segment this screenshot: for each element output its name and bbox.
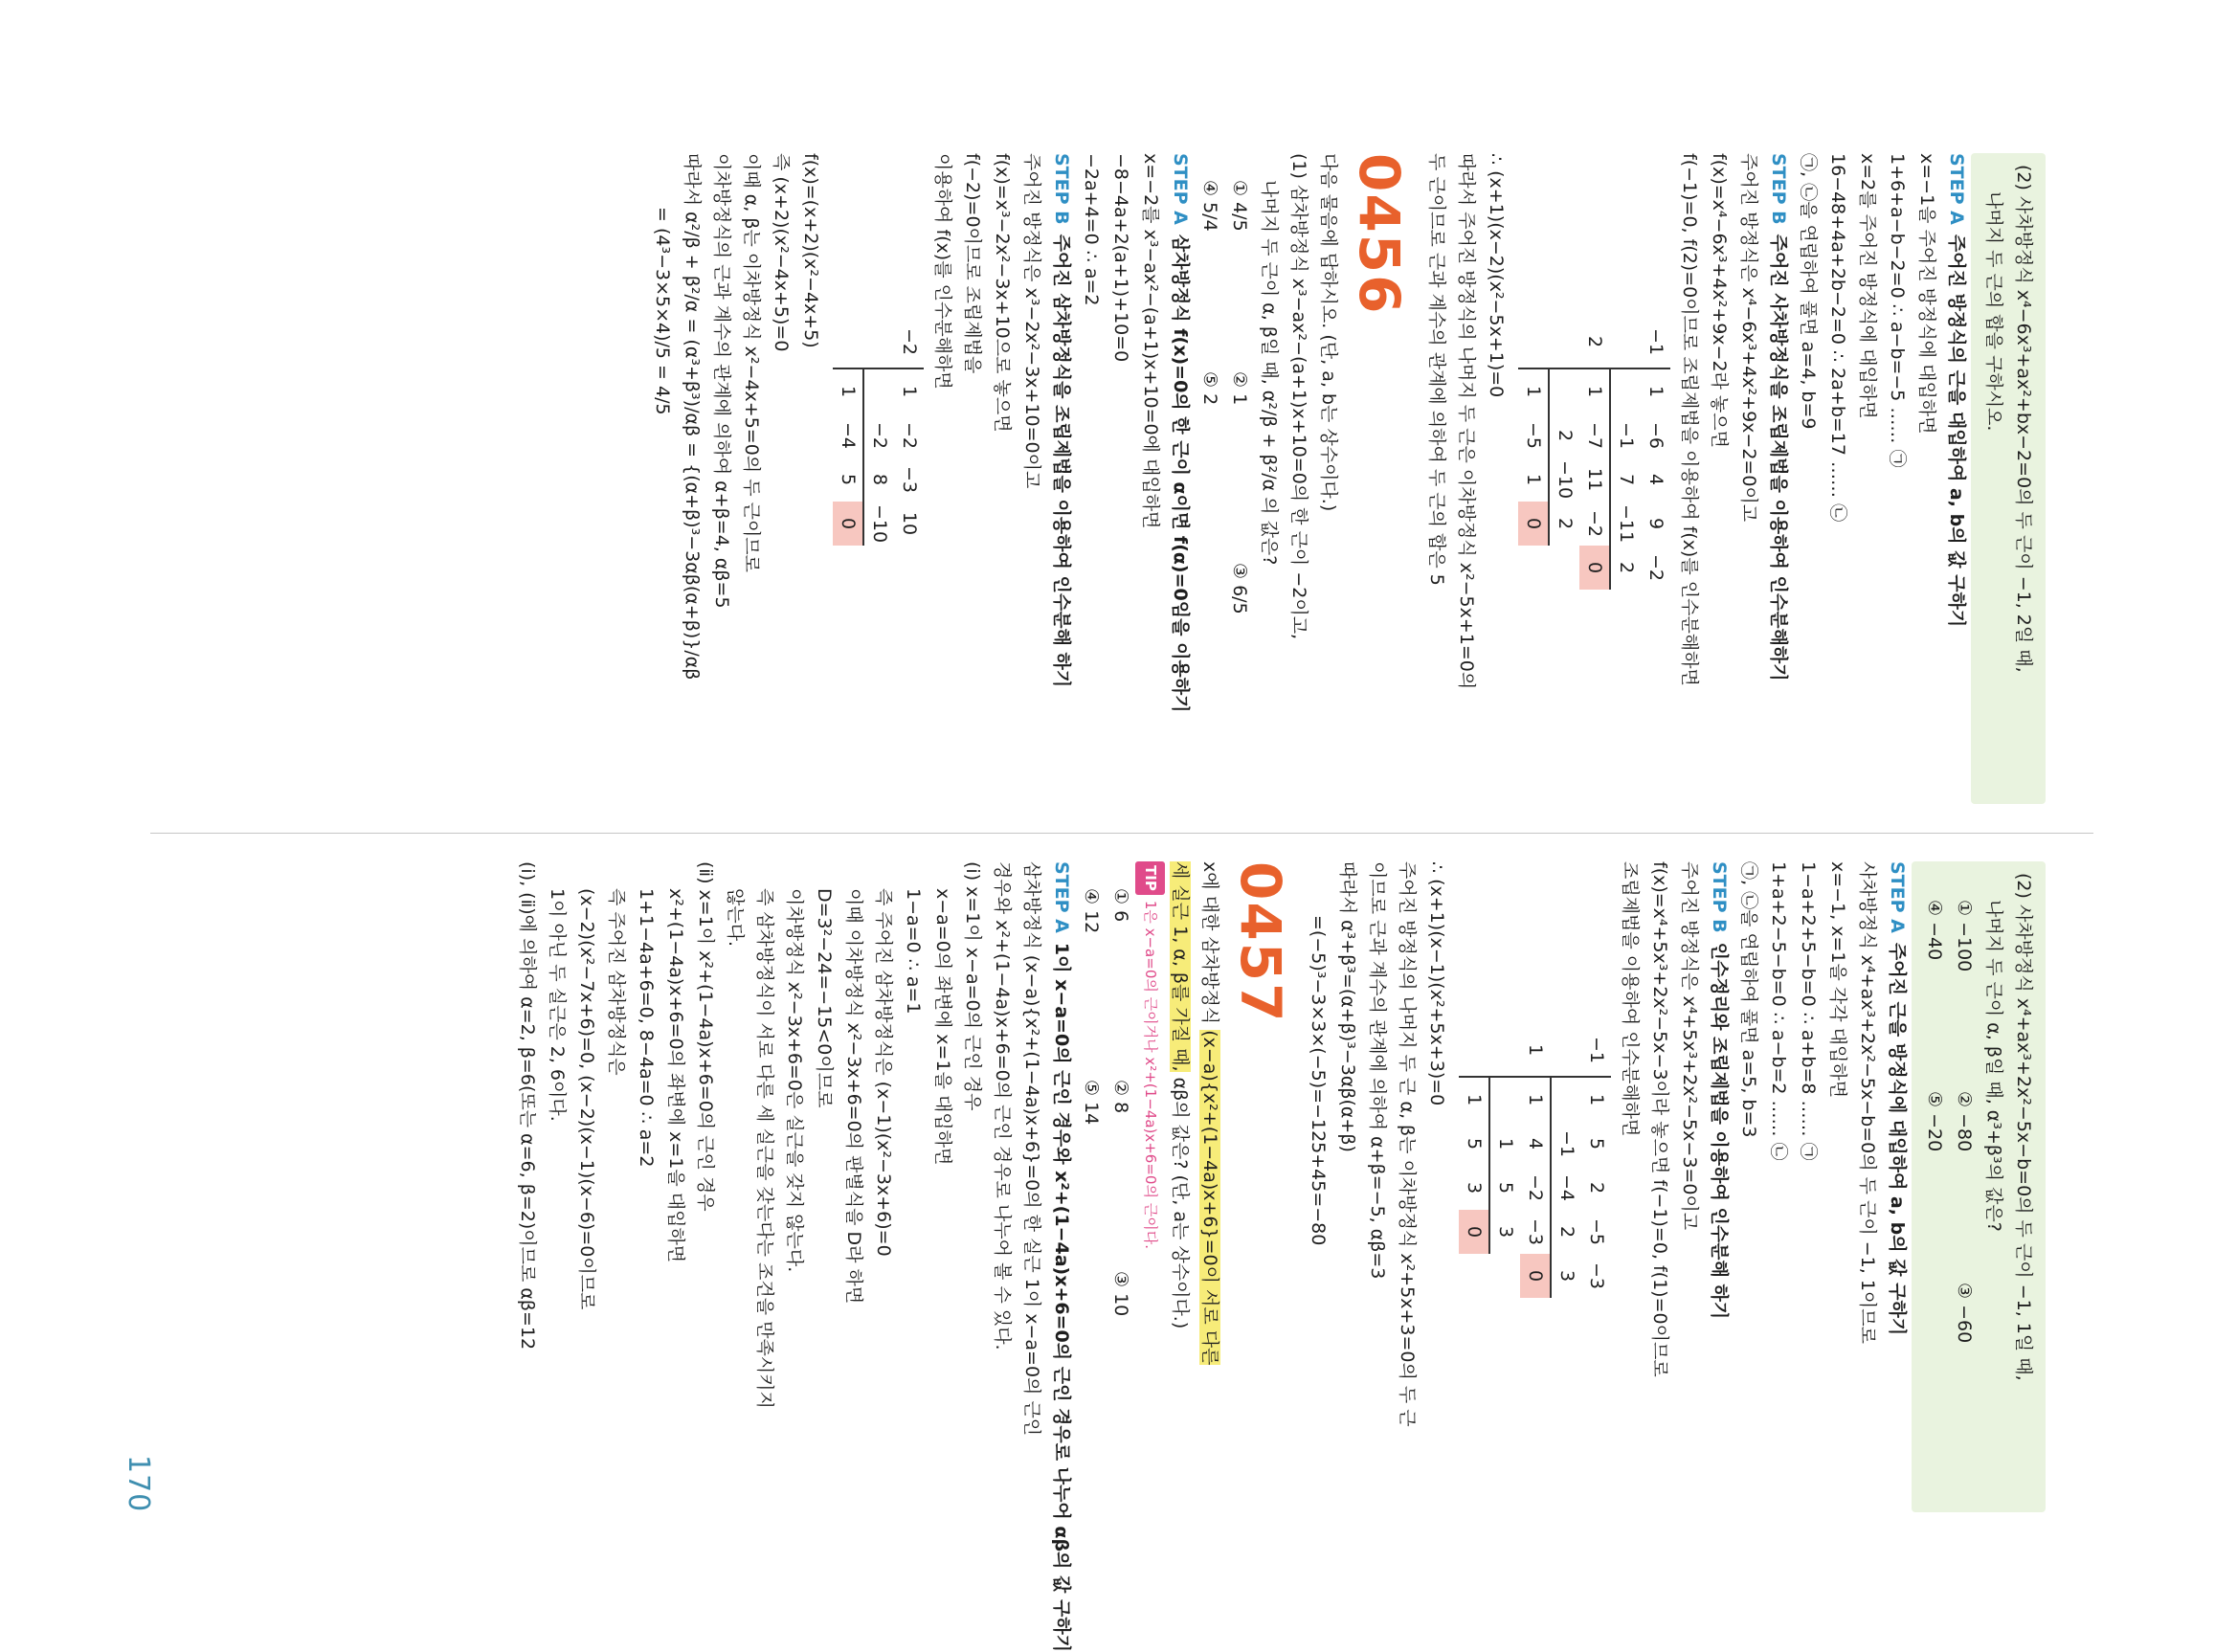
choice-2[interactable]: ② 8 <box>1110 1080 1131 1114</box>
solution-line: 즉 주어진 삼차방정식은 <box>606 888 627 1076</box>
division-cell: 2 <box>1586 1181 1607 1194</box>
solution-line: (ⅰ), (ⅱ)에 의하여 α=2, β=6(또는 α=6, β=2)이므로 αβ=12 <box>517 861 538 1351</box>
division-cell: −2 <box>1645 553 1667 581</box>
solution-line: −2a+4=0 ∴ a=2 <box>1081 153 1102 306</box>
solution-line: x²+(1−4a)x+6=0의 좌변에 x=1을 대입하면 <box>665 888 686 1263</box>
choice-5[interactable]: ⑤ 2 <box>1199 371 1220 406</box>
solution-line: 1−a+2+5−b=0 ∴ a+b=8 …… ㉠ <box>1798 861 1819 1161</box>
division-cell <box>1610 316 1641 368</box>
synthetic-division-table <box>1518 316 1670 590</box>
highlighted-text: 세 실근 1, α, β를 가질 때, <box>1170 861 1191 1072</box>
division-cell: 3 <box>1495 1225 1516 1239</box>
step-heading <box>1046 861 1076 1652</box>
choice-1[interactable]: ① 6 <box>1110 888 1131 923</box>
division-cell <box>1459 1024 1489 1077</box>
division-cell <box>1489 1077 1520 1122</box>
division-remainder: 0 <box>1579 546 1610 590</box>
question-box-0456-2 <box>1912 861 2046 1512</box>
division-cell: −6 <box>1645 421 1667 449</box>
solution-line: (ⅱ) x=1이 x²+(1−4a)x+6=0의 근인 경우 <box>695 861 716 1212</box>
division-remainder: 0 <box>1459 1210 1489 1254</box>
division-cell: 1 <box>899 385 920 398</box>
problem-number-0457: 0457 <box>1228 861 1293 1024</box>
choice-4[interactable]: ④ 12 <box>1081 888 1102 934</box>
choice-5[interactable]: ⑤ 14 <box>1081 1080 1102 1126</box>
division-cell <box>1459 1254 1489 1298</box>
division-cell: 5 <box>1586 1137 1607 1150</box>
tip-badge: TIP <box>1135 861 1165 895</box>
division-cell: 2 <box>1556 1225 1577 1239</box>
solution-line: D=3²−24=−15<0이므로 <box>814 888 835 1108</box>
division-cell: −5 <box>1518 413 1549 458</box>
division-cell: 1 <box>1579 368 1610 413</box>
division-cell: 7 <box>1616 473 1637 486</box>
solution-line: 두 근이므로 근과 계수의 관계에 의하여 두 근의 합은 5 <box>1426 153 1447 586</box>
division-cell: 2 <box>1555 517 1576 530</box>
choice-2[interactable]: ② −80 <box>1954 1091 1975 1152</box>
choice-2[interactable]: ② 1 <box>1229 371 1250 406</box>
step-heading <box>1763 153 1793 804</box>
division-cell <box>1610 368 1641 413</box>
division-cell: −10 <box>1555 459 1576 500</box>
division-cell: 5 <box>1495 1181 1516 1194</box>
division-cell: 1 <box>1495 1137 1516 1150</box>
step-label: STEP B <box>1709 861 1730 933</box>
solution-line: 주어진 방정식의 나머지 두 근 α, β는 이차방정식 x²+5x+3=0의 두 근 <box>1397 861 1418 1427</box>
step-label: STEP B <box>1768 153 1789 225</box>
solution-line: 이때 α, β는 이차방정식 x²−4x+5=0의 두 근이므로 <box>741 153 762 573</box>
division-cell <box>1551 1077 1581 1122</box>
division-cell: 1 <box>1586 1093 1607 1106</box>
solution-line: 1+6+a−b−2=0 ∴ a−b=−5 …… ㉠ <box>1887 153 1908 468</box>
tip-text: 1은 x−a=0의 근이거나 x²+(1−4a)x+6=0의 근이다. <box>1142 900 1159 1249</box>
solution-line: 16−48+4a+2b−2=0 ∴ 2a+b=17 …… ㉡ <box>1827 153 1848 523</box>
step-title: 삼차방정식 f(x)=0의 한 근이 α이면 f(α)=0임을 이용하기 <box>1170 234 1191 713</box>
solution-line: 1+a+2−5−b=0 ∴ a−b=2 …… ㉡ <box>1768 861 1789 1161</box>
division-cell <box>1489 1254 1520 1298</box>
division-cell <box>1518 316 1549 368</box>
division-cell: −1 <box>1581 1024 1611 1077</box>
division-cell <box>1549 368 1579 413</box>
question-line: 나머지 두 근의 합을 구하시오. <box>1983 191 2004 432</box>
solution-line: 즉 삼차방정식이 서로 다른 세 실근을 갖는다는 조건을 만족시키지 <box>754 888 775 1409</box>
solution-line: 즉 주어진 삼차방정식은 (x−1)(x²−3x+6)=0 <box>873 888 894 1257</box>
problem-text-part: αβ의 값은? (단, a는 상수이다.) <box>1170 1071 1191 1329</box>
step-title: 주어진 방정식의 근을 대입하여 a, b의 값 구하기 <box>1946 234 1967 628</box>
highlighted-text: (x−a){x²+(1−4a)x+6}=0이 서로 다른 <box>1199 1030 1220 1366</box>
solution-line: 이차방정식 x²−3x+6=0은 실근을 갖지 않는다. <box>784 888 805 1273</box>
division-cell: −1 <box>1641 316 1670 368</box>
solution-line: 1이 아닌 두 실근은 2, 6이다. <box>547 888 568 1122</box>
solution-line: x=−1을 주어진 방정식에 대입하면 <box>1916 153 1937 435</box>
problem-text <box>1195 861 1224 1512</box>
division-cell: 4 <box>1645 473 1667 486</box>
division-cell: 8 <box>869 473 890 486</box>
division-cell <box>1551 1024 1581 1077</box>
division-cell: −3 <box>1586 1261 1607 1289</box>
problem-text: (1) 삼차방정식 x³−ax²−(a+1)x+10=0의 한 근이 −2이고, <box>1288 153 1309 640</box>
answer-choices <box>1195 153 1254 793</box>
solution-line: f(−2)=0이므로 조립제법을 <box>962 153 983 374</box>
division-cell <box>1549 546 1579 590</box>
solution-line: 따라서 α²/β + β²/α = (α³+β³)/αβ = {(α+β)³−3αβ(α+β)}/αβ <box>682 153 703 681</box>
problem-number-0456: 0456 <box>1347 153 1412 316</box>
answer-choices <box>1919 873 1979 1512</box>
solution-line: 따라서 주어진 방정식의 나머지 두 근은 이차방정식 x²−5x+1=0의 <box>1456 153 1477 690</box>
division-cell: 11 <box>1579 458 1610 502</box>
step-heading <box>1882 861 1912 1512</box>
division-cell: −2 <box>1520 1166 1551 1210</box>
solution-line: ㉠, ㉡을 연립하여 풀면 a=5, b=3 <box>1738 861 1759 1138</box>
problem-text: 나머지 두 근이 α, β일 때, α²/β + β²/α 의 값은? <box>1259 180 1280 566</box>
answer-choices <box>1076 861 1135 1501</box>
division-cell: −2 <box>1579 502 1610 546</box>
problem-text: 다음 물음에 답하시오. (단, a, b는 상수이다.) <box>1318 153 1339 512</box>
solution-line: 경우와 x²+(1−4a)x+6=0의 근인 경우로 나누어 볼 수 있다. <box>992 861 1013 1351</box>
choice-3[interactable]: ③ 10 <box>1110 1271 1131 1317</box>
choice-1[interactable]: ① −100 <box>1954 900 1975 972</box>
solution-line: 주어진 방정식은 x⁴−6x³+4x²+9x−2=0이고 <box>1738 153 1759 523</box>
division-cell: 2 <box>1579 316 1610 368</box>
synthetic-division-table <box>833 316 924 546</box>
page-number: 170 <box>122 1455 155 1513</box>
division-cell <box>1549 316 1579 368</box>
division-cell <box>833 316 863 368</box>
step-title: 1이 x−a=0의 근인 경우와 x²+(1−4a)x+6=0의 근인 경우로 나누어 αβ의 값 구하기 <box>1051 942 1072 1652</box>
question-line: (2) 사차방정식 x⁴+ax³+2x²−5x−b=0의 두 근이 −1, 1일 때, <box>2013 873 2034 1381</box>
division-cell: 2 <box>1616 561 1637 574</box>
division-cell: −2 <box>894 316 924 368</box>
division-remainder: 0 <box>1520 1254 1551 1298</box>
division-cell: 1 <box>1459 1077 1489 1122</box>
division-cell: −10 <box>869 503 890 544</box>
choice-3[interactable]: ③ −60 <box>1954 1283 1975 1344</box>
solution-line: ∴ (x+1)(x−1)(x²+5x+3)=0 <box>1426 861 1447 1106</box>
step-heading <box>1046 153 1076 804</box>
solution-line: 사차방정식 x⁴+ax³+2x²−5x−b=0의 두 근이 −1, 1이므로 <box>1857 861 1878 1344</box>
division-cell: −11 <box>1616 503 1637 544</box>
division-cell: −1 <box>1616 421 1637 449</box>
tip-note <box>1135 861 1165 1512</box>
solution-line: 주어진 방정식은 x⁴+5x³+2x²−5x−3=0이고 <box>1679 861 1700 1231</box>
step-heading <box>1165 153 1195 804</box>
division-cell: 10 <box>899 511 920 536</box>
step-label: STEP A <box>1170 153 1191 225</box>
division-cell <box>863 316 894 368</box>
question-line: 나머지 두 근이 α, β일 때, α³+β³의 값은? <box>1983 900 2004 1232</box>
step-heading <box>1941 153 1971 804</box>
solution-line: 이용하여 f(x)를 인수분해하면 <box>932 153 953 390</box>
solution-line: ㉠, ㉡을 연립하여 풀면 a=4, b=9 <box>1798 153 1819 430</box>
division-cell: 1 <box>1520 1024 1551 1077</box>
right-column <box>512 861 2046 1652</box>
solution-line: f(−1)=0, f(2)=0이므로 조립제법을 이용하여 f(x)를 인수분해하면 <box>1679 153 1700 686</box>
division-cell <box>1489 1024 1520 1077</box>
division-cell: 1 <box>1518 458 1549 502</box>
step-title: 주어진 사차방정식을 조립제법을 이용하여 인수분해하기 <box>1768 234 1789 681</box>
solution-line: 1−a=0 ∴ a=1 <box>903 888 924 1015</box>
division-cell: 3 <box>1459 1166 1489 1210</box>
solution-line: 이차방정식의 근과 계수의 관계에 의하여 α+β=4, αβ=5 <box>711 153 732 609</box>
division-cell <box>863 368 894 413</box>
solution-line: f(x)=x⁴−6x³+4x²+9x−2라 놓으면 <box>1709 153 1730 448</box>
solution-line: 삼차방정식 (x−a){x²+(1−4a)x+6}=0의 한 실근 1이 x−a=0의 근인 <box>1021 861 1042 1437</box>
column-divider <box>150 833 2093 834</box>
solution-line: x−a=0의 좌변에 x=1을 대입하면 <box>932 888 953 1166</box>
division-cell: 9 <box>1645 517 1667 530</box>
step-label: STEP A <box>1051 861 1072 933</box>
step-heading <box>1704 861 1734 1512</box>
solution-line: (ⅰ) x=1이 x−a=0의 근인 경우 <box>962 861 983 1111</box>
division-cell: 5 <box>1459 1122 1489 1166</box>
left-column <box>647 153 2046 804</box>
solution-line: f(x)=x³−2x²−3x+10으로 놓으면 <box>992 153 1013 433</box>
solution-line: (x−2)(x²−7x+6)=0, (x−2)(x−1)(x−6)=0이므로 <box>576 888 597 1310</box>
choice-5[interactable]: ⑤ −20 <box>1924 1091 1945 1152</box>
division-cell: 4 <box>1520 1122 1551 1166</box>
solution-line: =(−5)³−3×3×(−5)=−125+45=−80 <box>1308 915 1329 1246</box>
choice-4[interactable]: ④ 5/4 <box>1199 180 1220 232</box>
solution-line: 1+1−4a+6=0, 8−4a=0 ∴ a=2 <box>636 888 657 1168</box>
division-cell <box>1518 546 1549 590</box>
division-cell: 1 <box>1520 1077 1551 1122</box>
division-cell: 1 <box>1645 385 1667 398</box>
choice-1[interactable]: ① 4/5 <box>1229 180 1250 232</box>
problem-text-part: x에 대한 삼차방정식 <box>1199 861 1220 1031</box>
division-cell: −3 <box>1520 1210 1551 1254</box>
division-cell: −2 <box>869 421 890 449</box>
solution-line: ∴ (x+1)(x−2)(x²−5x+1)=0 <box>1486 153 1507 398</box>
solution-line: 따라서 α³+β³=(α+β)³−3αβ(α+β) <box>1337 861 1358 1152</box>
solution-line: f(x)=(x+2)(x²−4x+5) <box>800 153 821 348</box>
solution-line: 조립제법을 이용하여 인수분해하면 <box>1620 861 1641 1137</box>
question-line: (2) 사차방정식 x⁴−6x³+ax²+bx−2=0의 두 근이 −1, 2일 때, <box>2013 165 2034 673</box>
step-title: 주어진 삼차방정식을 조립제법을 이용하여 인수분해 하기 <box>1051 234 1072 688</box>
synthetic-division-table <box>1459 1024 1611 1298</box>
solution-line: 즉 (x+2)(x²−4x+5)=0 <box>771 153 792 352</box>
step-title: 인수정리와 조립제법을 이용하여 인수분해 하기 <box>1709 942 1730 1320</box>
division-cell: −7 <box>1579 413 1610 458</box>
division-cell: 1 <box>833 368 863 413</box>
solution-line: f(x)=x⁴+5x³+2x²−5x−3이라 놓으면 f(−1)=0, f(1)=0이므로 <box>1649 861 1670 1377</box>
question-box-0455-2 <box>1971 153 2046 804</box>
solution-line: = (4³−3×5×4)/5 = 4/5 <box>652 207 673 415</box>
division-cell: −5 <box>1586 1217 1607 1245</box>
division-cell: −4 <box>833 413 863 458</box>
division-remainder: 0 <box>1518 502 1549 546</box>
division-cell: 5 <box>833 458 863 502</box>
division-cell: −2 <box>899 421 920 449</box>
division-cell: −4 <box>1556 1173 1577 1201</box>
division-cell: −3 <box>899 465 920 493</box>
step-title: 주어진 근을 방정식에 대입하여 a, b의 값 구하기 <box>1887 942 1908 1336</box>
step-label: STEP A <box>1887 861 1908 933</box>
solution-line: −8−4a+2(a+1)+10=0 <box>1110 153 1131 363</box>
step-label: STEP A <box>1946 153 1967 225</box>
solution-line: 이므로 근과 계수의 관계에 의하여 α+β=−5, αβ=3 <box>1367 861 1388 1280</box>
division-cell: 3 <box>1556 1269 1577 1283</box>
division-cell: 1 <box>1518 368 1549 413</box>
solution-line: 이때 이차방정식 x²−3x+6=0의 판별식을 D라 하면 <box>843 888 864 1305</box>
solution-line: 않는다. <box>725 888 746 948</box>
division-cell: −1 <box>1556 1129 1577 1157</box>
solution-line: x=−1, x=1을 각각 대입하면 <box>1827 861 1848 1099</box>
solution-line: x=2를 주어진 방정식에 대입하면 <box>1857 153 1878 419</box>
choice-3[interactable]: ③ 6/5 <box>1229 563 1250 614</box>
solution-line: 주어진 방정식은 x³−2x²−3x+10=0이고 <box>1021 153 1042 489</box>
division-remainder: 0 <box>833 502 863 546</box>
division-cell: 2 <box>1555 429 1576 442</box>
problem-text <box>1165 861 1195 1512</box>
step-label: STEP B <box>1051 153 1072 225</box>
choice-4[interactable]: ④ −40 <box>1924 900 1945 961</box>
solution-line: x=−2를 x³−ax²−(a+1)x+10=0에 대입하면 <box>1140 153 1161 529</box>
